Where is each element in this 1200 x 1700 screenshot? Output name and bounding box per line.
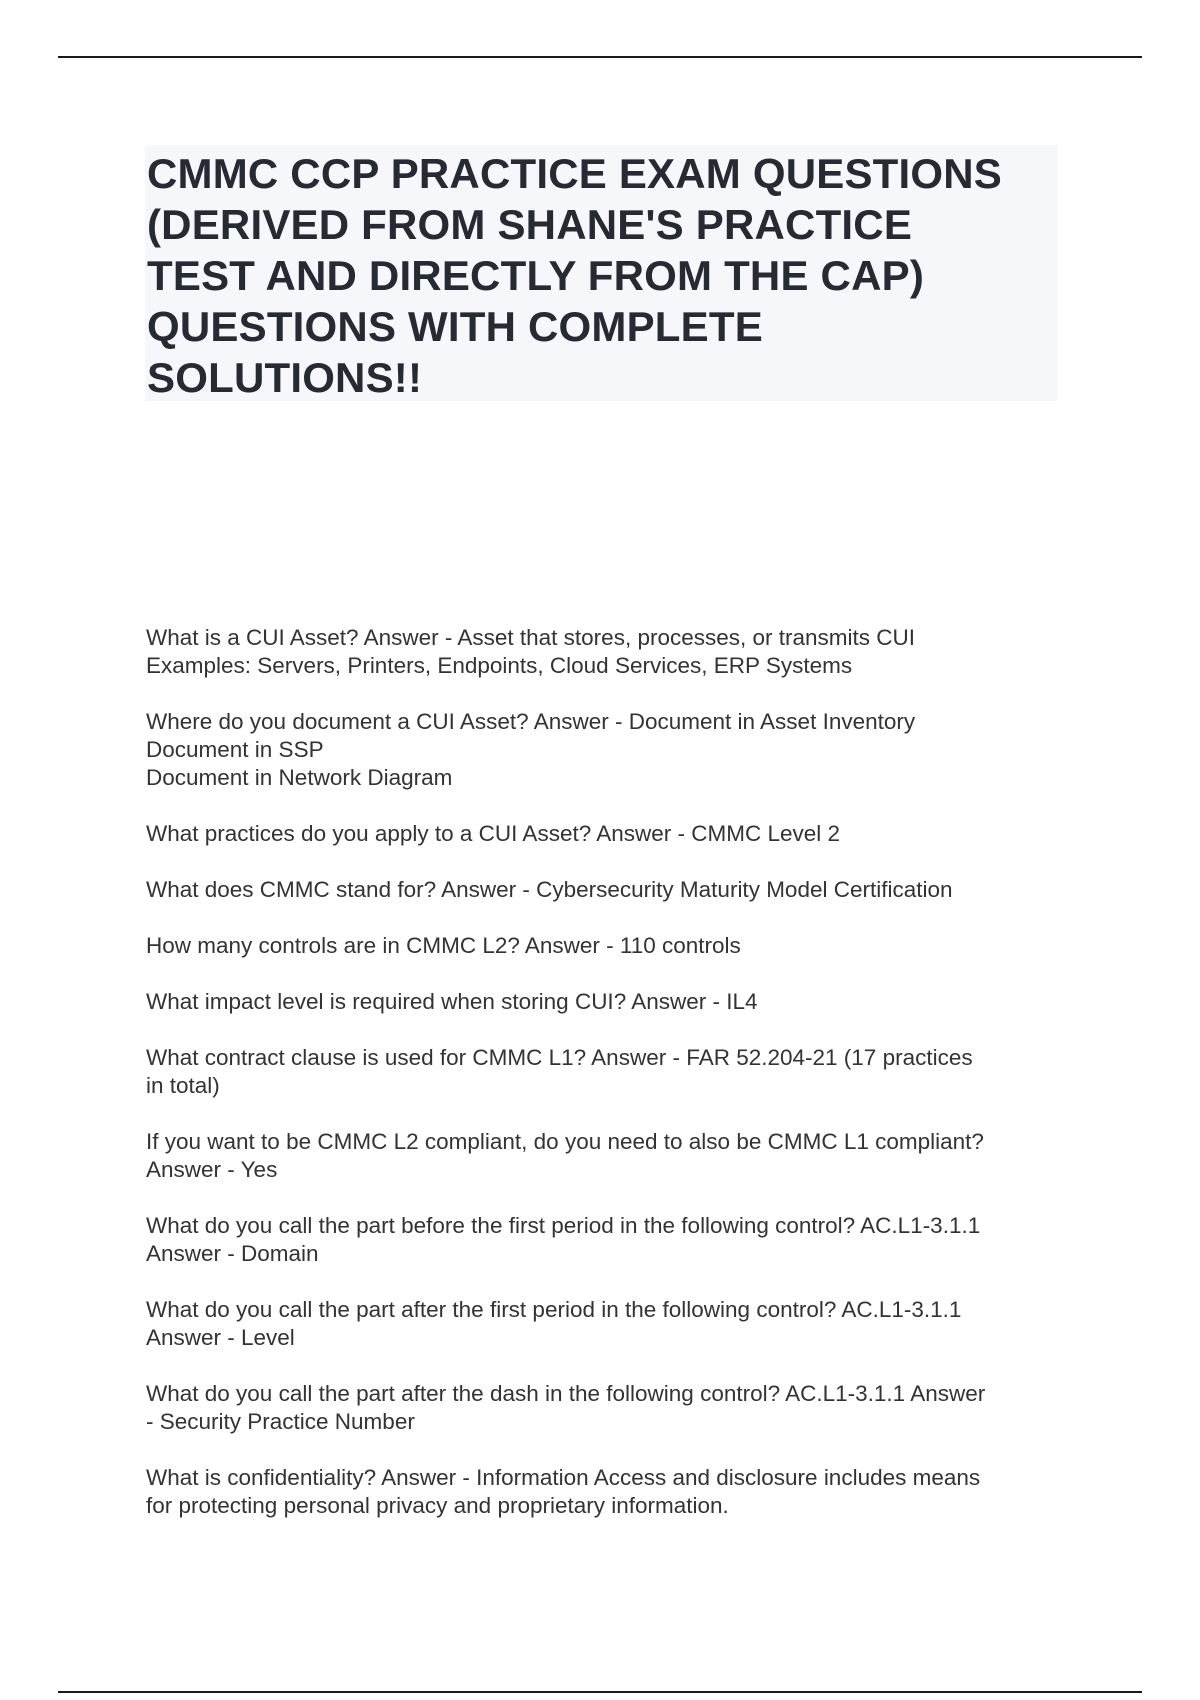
qa-item: If you want to be CMMC L2 compliant, do you need to also be CMMC L1 compliant? Answer - Yes (146, 1129, 984, 1182)
qa-item: What practices do you apply to a CUI Asset? Answer - CMMC Level 2 (146, 821, 841, 846)
qa-item: What is confidentiality? Answer - Information Access and disclosure includes means for protecting personal privacy and proprietary information. (146, 1465, 981, 1518)
qa-item: Where do you document a CUI Asset? Answer - Document in Asset Inventory Document in SSP Document in Network Diagram (146, 709, 916, 790)
qa-item: How many controls are in CMMC L2? Answer - 110 controls (146, 933, 741, 958)
qa-item: What contract clause is used for CMMC L1? Answer - FAR 52.204-21 (17 practices in total) (146, 1045, 973, 1098)
top-rule (58, 56, 1142, 58)
qa-item: What do you call the part after the first period in the following control? AC.L1-3.1.1 Answer - Level (146, 1297, 962, 1350)
qa-list (146, 624, 1076, 1520)
bottom-rule (58, 1691, 1142, 1693)
title-block (145, 145, 1057, 401)
qa-item: What do you call the part before the first period in the following control? AC.L1-3.1.1 Answer - Domain (146, 1213, 981, 1266)
document-title: CMMC CCP PRACTICE EXAM QUESTIONS (DERIVED FROM SHANE'S PRACTICE TEST AND DIRECTLY FROM THE CAP) QUESTIONS WITH COMPLETE SOLUTIONS!! (147, 150, 1003, 401)
qa-item: What does CMMC stand for? Answer - Cybersecurity Maturity Model Certification (146, 877, 953, 902)
qa-item: What is a CUI Asset? Answer - Asset that stores, processes, or transmits CUI Examples: Servers, Printers, Endpoints, Cloud Services, ERP Systems (146, 625, 916, 678)
qa-item: What do you call the part after the dash in the following control? AC.L1-3.1.1 Answer - Security Practice Number (146, 1381, 986, 1434)
qa-item: What impact level is required when storing CUI? Answer - IL4 (146, 989, 758, 1014)
